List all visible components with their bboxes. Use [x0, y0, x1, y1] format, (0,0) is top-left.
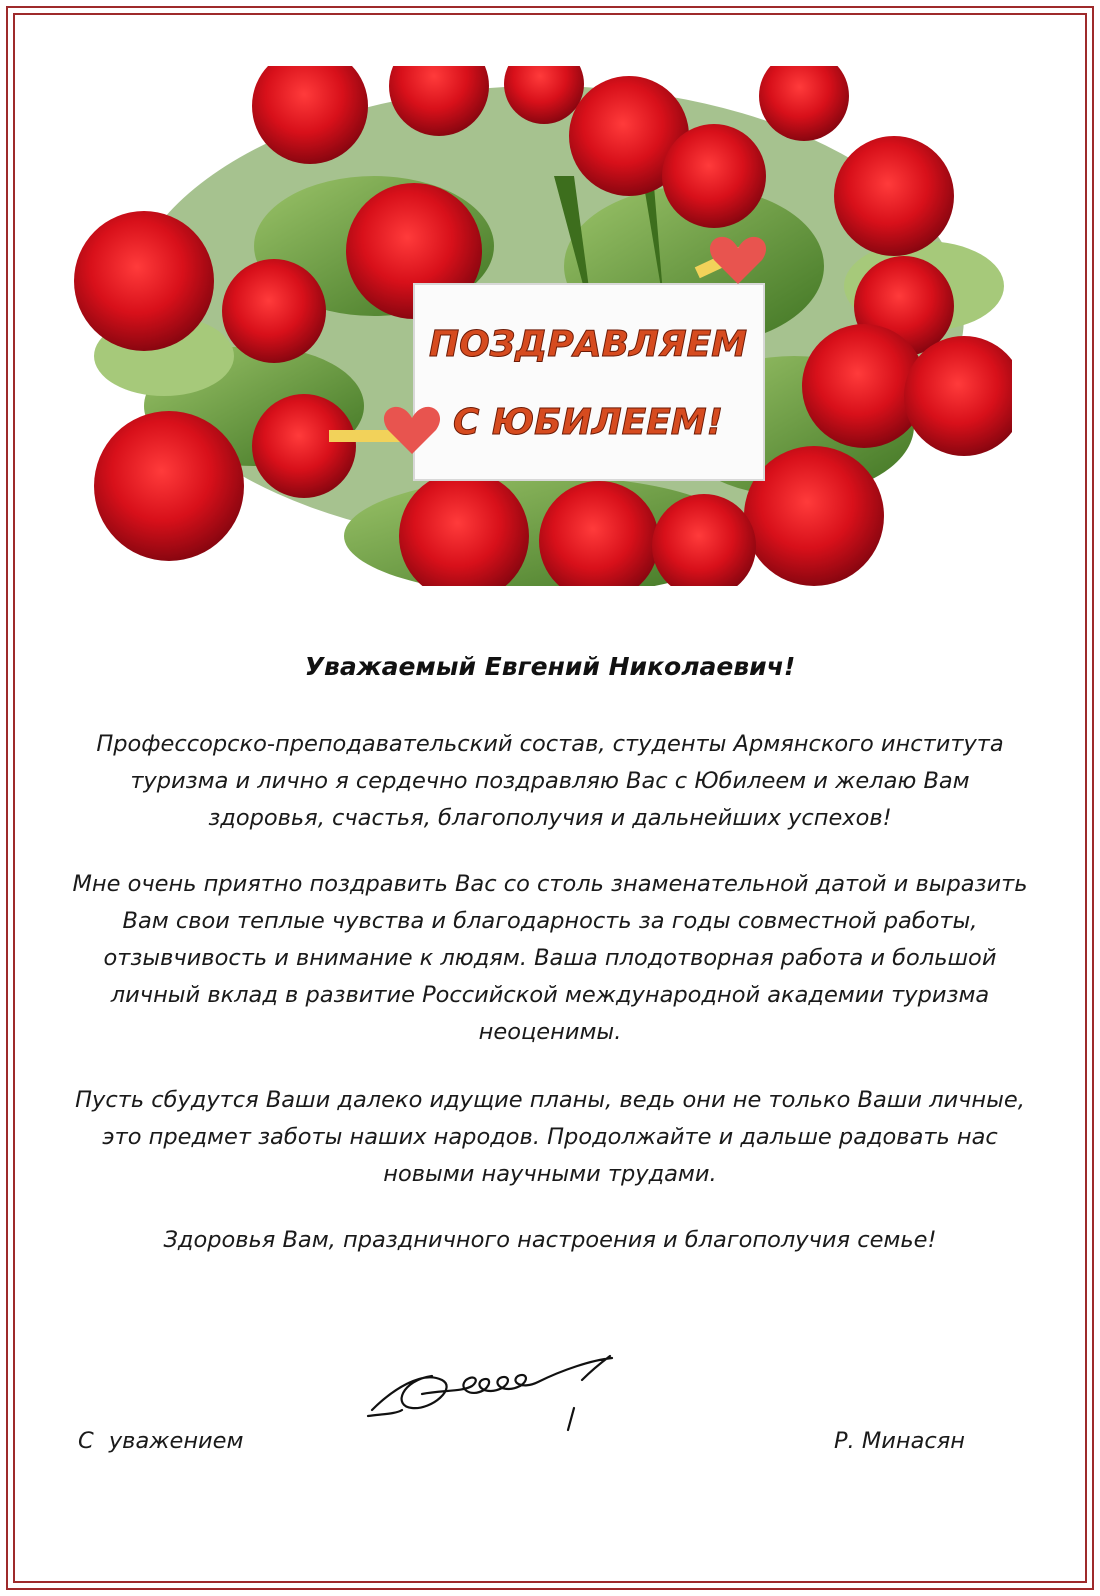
roses-illustration [74, 66, 1012, 586]
card-line-2: С ЮБИЛЕЕМ! [452, 402, 724, 443]
salutation: Уважаемый Евгений Николаевич! [304, 652, 796, 681]
paragraph-2: Мне очень приятно поздравить Вас со столь знаменательной датой и выразить Вам свои теплые чувства и благодарность за годы совместной работы, отзывчивость и внимание к людям. Ваша плодотворная работа и большой личный вклад в развитие Российской международной академии туризма неоценимы. [72, 871, 1028, 1045]
roses-bouquet-image [74, 66, 1012, 586]
paragraph-1: Профессорско-преподавательский состав, студенты Армянского института туризма и лично я сердечно поздравляю Вас с Юбилеем и желаю Вам здоровья, счастья, благополучия и дальнейших успехов! [96, 731, 1004, 831]
handwritten-signature [362, 1350, 632, 1450]
signer-name: Р. Минасян [833, 1428, 965, 1454]
closing: С уважением [78, 1428, 244, 1454]
paragraph-4: Здоровья Вам, праздничного настроения и благополучия семье! [163, 1227, 937, 1253]
card-line-1: ПОЗДРАВЛЯЕМ [428, 324, 748, 365]
paragraph-3: Пусть сбудутся Ваши далеко идущие планы, ведь они не только Ваши личные, это предмет заботы наших народов. Продолжайте и дальше радовать нас новыми научными трудами. [75, 1087, 1025, 1187]
